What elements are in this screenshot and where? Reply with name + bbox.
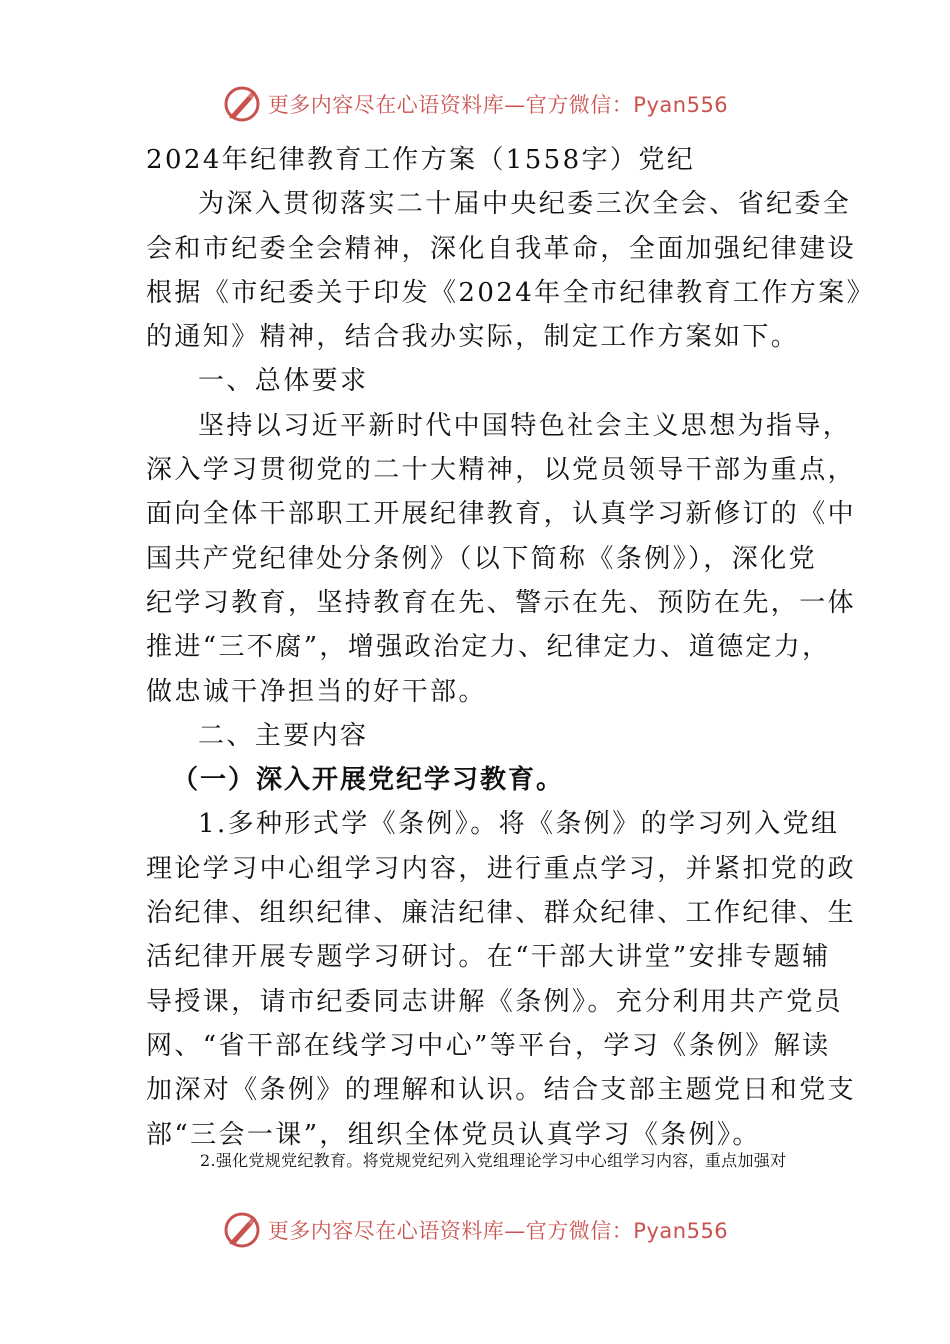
subsection-heading: （一）深入开展党纪学习教育。 xyxy=(172,765,565,796)
paragraph-line: 理论学习中心组学习内容，进行重点学习，并紧扣党的政 xyxy=(146,853,857,884)
paragraph-line: 做忠诚干净担当的好干部。 xyxy=(146,676,487,707)
paragraph-line: 治纪律、组织纪律、廉洁纪律、群众纪律、工作纪律、生 xyxy=(146,898,857,929)
paragraph-line: 根据《市纪委关于印发《2024年全市纪律教育工作方案》 xyxy=(146,277,875,308)
watermark-text: 更多内容尽在心语资料库—官方微信：Pyan556 xyxy=(267,1219,729,1243)
paragraph-line: 国共产党纪律处分条例》（以下简称《条例》），深化党 xyxy=(146,543,818,574)
paragraph-line: 为深入贯彻落实二十届中央纪委三次全会、省纪委全 xyxy=(198,189,852,220)
section-heading: 一、总体要求 xyxy=(198,366,369,397)
footnote-line: 2.强化党规党纪教育。将党规党纪列入党组理论学习中心组学习内容，重点加强对 xyxy=(200,1151,787,1170)
paragraph-line: 1.多种形式学《条例》。将《条例》的学习列入党组 xyxy=(198,809,840,840)
pen-logo-icon xyxy=(222,84,262,124)
paragraph-line: 的通知》精神，结合我办实际，制定工作方案如下。 xyxy=(146,322,800,353)
section-heading: 二、主要内容 xyxy=(198,720,369,751)
paragraph-line: 加深对《条例》的理解和认识。结合支部主题党日和党支 xyxy=(146,1075,857,1106)
pen-logo-icon xyxy=(222,1210,262,1250)
paragraph-line: 推进“三不腐”，增强政治定力、纪律定力、道德定力， xyxy=(146,632,831,663)
paragraph-line: 部“三会一课”，组织全体党员认真学习《条例》。 xyxy=(146,1119,761,1150)
paragraph-line: 导授课，请市纪委同志讲解《条例》。充分利用共产党员 xyxy=(146,986,844,1017)
paragraph-line: 面向全体干部职工开展纪律教育，认真学习新修订的《中 xyxy=(146,499,857,530)
paragraph-line: 坚持以习近平新时代中国特色社会主义思想为指导， xyxy=(198,410,852,441)
paragraph-line: 纪学习教育，坚持教育在先、警示在先、预防在先，一体 xyxy=(146,587,857,618)
paragraph-line: 活纪律开展专题学习研讨。在“干部大讲堂”安排专题辅 xyxy=(146,942,831,973)
document-body xyxy=(146,138,875,1157)
watermark-text: 更多内容尽在心语资料库—官方微信：Pyan556 xyxy=(267,93,729,117)
paragraph-line: 网、“省干部在线学习中心”等平台，学习《条例》解读 xyxy=(146,1030,831,1061)
header-watermark-banner xyxy=(0,80,950,128)
paragraph-line: 会和市纪委全会精神，深化自我革命，全面加强纪律建设 xyxy=(146,233,857,264)
paragraph-line: 深入学习贯彻党的二十大精神，以党员领导干部为重点， xyxy=(146,455,857,486)
footer-watermark-banner xyxy=(0,1206,950,1254)
document-title: 2024年纪律教育工作方案（1558字）党纪 xyxy=(146,145,696,175)
